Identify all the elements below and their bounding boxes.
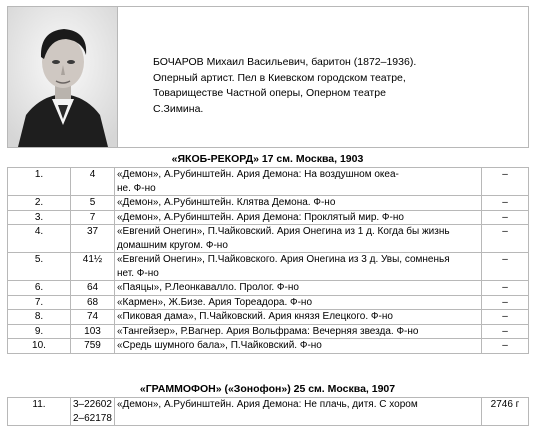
catalog-number: 64 bbox=[71, 281, 115, 296]
table-row bbox=[8, 339, 529, 354]
row-number: 7. bbox=[8, 295, 71, 310]
row-number: 10. bbox=[8, 339, 71, 354]
description-line: нет. Ф-но bbox=[117, 267, 159, 279]
catalog-number: 4 bbox=[71, 168, 115, 196]
catalog-number: 103 bbox=[71, 324, 115, 339]
matrix-note: – bbox=[482, 225, 529, 253]
recordings-table bbox=[7, 397, 529, 426]
catalog-number: 74 bbox=[71, 310, 115, 325]
table-row bbox=[8, 295, 529, 310]
table-row bbox=[8, 310, 529, 325]
row-number: 2. bbox=[8, 196, 71, 211]
catalog-number: 41½ bbox=[71, 253, 115, 281]
recording-description bbox=[115, 168, 482, 196]
row-number: 8. bbox=[8, 310, 71, 325]
recording-description bbox=[115, 253, 482, 281]
description-line: «Евгений Онегин», П.Чайковский. Ария Онегина из 1 д. Когда бы жизнь bbox=[117, 226, 450, 237]
matrix-note: 2746 г bbox=[482, 398, 529, 426]
description-line: «Евгений Онегин», П.Чайковского. Ария Онегина из 3 д. Увы, сомненья bbox=[117, 254, 450, 265]
row-number: 11. bbox=[8, 398, 71, 426]
row-number: 5. bbox=[8, 253, 71, 281]
row-number: 9. bbox=[8, 324, 71, 339]
catalog-number: 5 bbox=[71, 196, 115, 211]
catalog-number: 7 bbox=[71, 210, 115, 225]
row-number: 6. bbox=[8, 281, 71, 296]
recording-description bbox=[115, 225, 482, 253]
recording-description: «Тангейзер», Р.Вагнер. Ария Вольфрама: Вечерняя звезда. Ф-но bbox=[115, 324, 482, 339]
row-number: 4. bbox=[8, 225, 71, 253]
bio-line: С.Зимина. bbox=[153, 102, 204, 115]
table-row bbox=[8, 210, 529, 225]
table-row bbox=[8, 324, 529, 339]
row-number: 1. bbox=[8, 168, 71, 196]
matrix-note: – bbox=[482, 310, 529, 325]
recording-description: «Средь шумного бала», П.Чайковский. Ф-но bbox=[115, 339, 482, 354]
table-row bbox=[8, 196, 529, 211]
catalog-number: 759 bbox=[71, 339, 115, 354]
catalog-line: 3–22602 bbox=[73, 399, 112, 410]
table-row bbox=[8, 281, 529, 296]
matrix-note: – bbox=[482, 168, 529, 196]
matrix-note: – bbox=[482, 196, 529, 211]
section-title: «ГРАММОФОН» («Зонофон») 25 см. Москва, 1907 bbox=[139, 383, 396, 395]
table-row bbox=[8, 168, 529, 196]
matrix-note: – bbox=[482, 253, 529, 281]
description-line: «Демон», А.Рубинштейн. Ария Демона: На воздушном океа- bbox=[117, 169, 399, 180]
matrix-note: – bbox=[482, 295, 529, 310]
recording-description: «Демон», А.Рубинштейн. Клятва Демона. Ф-но bbox=[115, 196, 482, 211]
section-title: «ЯКОБ-РЕКОРД» 17 см. Москва, 1903 bbox=[171, 153, 364, 165]
matrix-note: – bbox=[482, 210, 529, 225]
recording-description: «Паяцы», Р.Леонкавалло. Пролог. Ф-но bbox=[115, 281, 482, 296]
matrix-note: – bbox=[482, 324, 529, 339]
portrait-photo bbox=[8, 7, 118, 147]
matrix-note: – bbox=[482, 281, 529, 296]
bio-line: Оперный артист. Пел в Киевском городском театре, bbox=[153, 71, 406, 84]
recording-description: «Демон», А.Рубинштейн. Ария Демона: Не плачь, дитя. С хором bbox=[115, 398, 482, 426]
bio-line: Товариществе Частной оперы, Оперном театре bbox=[153, 87, 386, 99]
recording-description: «Пиковая дама», П.Чайковский. Ария князя Елецкого. Ф-но bbox=[115, 310, 482, 325]
catalog-line: 2–62178 bbox=[73, 412, 112, 424]
table-row bbox=[8, 398, 529, 426]
table-row bbox=[8, 253, 529, 281]
recording-description: «Демон», А.Рубинштейн. Ария Демона: Проклятый мир. Ф-но bbox=[115, 210, 482, 225]
catalog-number: 37 bbox=[71, 225, 115, 253]
matrix-note: – bbox=[482, 339, 529, 354]
bio-line: БОЧАРОВ Михаил Васильевич, баритон (1872–1936). bbox=[153, 56, 417, 68]
singer-header bbox=[7, 6, 529, 148]
description-line: домашним кругом. Ф-но bbox=[117, 239, 228, 251]
description-line: не. Ф-но bbox=[117, 182, 156, 194]
row-number: 3. bbox=[8, 210, 71, 225]
table-row bbox=[8, 225, 529, 253]
recordings-table bbox=[7, 167, 529, 354]
singer-bio bbox=[153, 55, 473, 117]
catalog-number bbox=[71, 398, 115, 426]
recording-description: «Кармен», Ж.Бизе. Ария Тореадора. Ф-но bbox=[115, 295, 482, 310]
portrait-icon bbox=[8, 7, 117, 147]
catalog-number: 68 bbox=[71, 295, 115, 310]
